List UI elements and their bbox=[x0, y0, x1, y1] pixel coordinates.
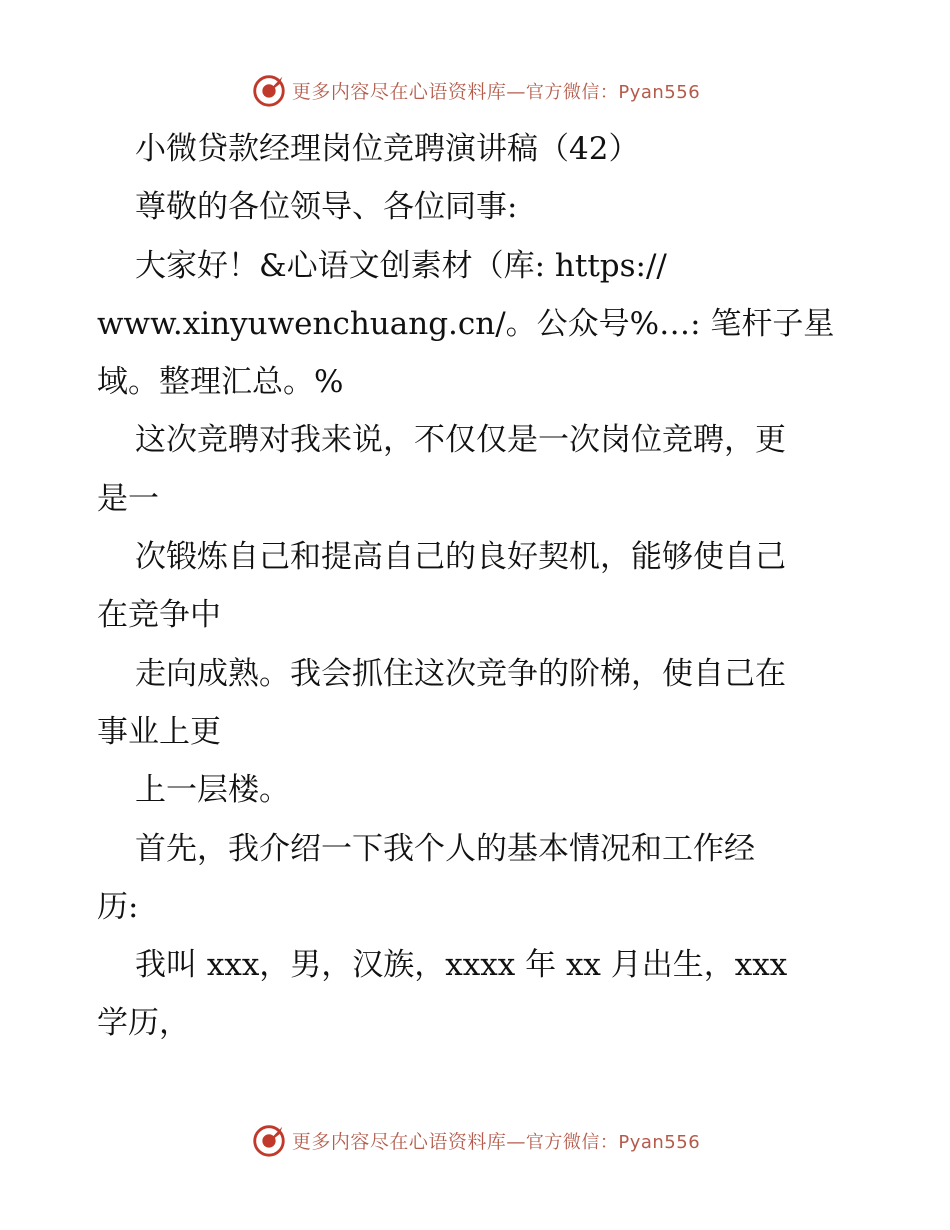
paragraph-line: 首先，我介绍一下我个人的基本情况和工作经 bbox=[135, 830, 755, 867]
watermark-dash: — bbox=[506, 80, 526, 103]
document-body bbox=[97, 120, 857, 1053]
paragraph-line: 是一 bbox=[97, 480, 159, 517]
paragraph-line: 在竞争中 bbox=[97, 597, 221, 634]
paragraph-line: 域。整理汇总。% bbox=[97, 364, 344, 401]
paragraph-line: www.xinyuwenchuang.cn/。公众号%…: 笔杆子星 bbox=[97, 305, 835, 342]
paragraph-line: 事业上更 bbox=[97, 713, 221, 750]
paragraph-line: 我叫 xxx，男，汉族，xxxx 年 xx 月出生，xxx bbox=[135, 947, 788, 984]
watermark-text: 更多内容尽在心语资料库 bbox=[291, 1130, 507, 1153]
greeting-line: 尊敬的各位领导、各位同事: bbox=[135, 189, 518, 226]
footer-watermark bbox=[0, 1120, 950, 1160]
paragraph-line: 走向成熟。我会抓住这次竞争的阶梯，使自己在 bbox=[135, 655, 786, 692]
paragraph-line: 学历， bbox=[97, 1005, 190, 1042]
header-watermark bbox=[0, 70, 950, 110]
watermark-wechat: 官方微信：Pyan556 bbox=[525, 1131, 701, 1153]
paragraph-line: 这次竞聘对我来说，不仅仅是一次岗位竞聘，更 bbox=[135, 422, 786, 459]
quill-logo-icon bbox=[250, 1121, 288, 1159]
watermark-text: 更多内容尽在心语资料库 bbox=[291, 80, 507, 103]
watermark-dash: — bbox=[506, 1130, 526, 1153]
paragraph-line: 上一层楼。 bbox=[135, 772, 290, 809]
quill-logo-icon bbox=[250, 71, 288, 109]
watermark-wechat: 官方微信：Pyan556 bbox=[525, 81, 701, 103]
paragraph-line: 次锻炼自己和提高自己的良好契机，能够使自己 bbox=[135, 539, 786, 576]
paragraph-line: 大家好！&心语文创素材（库: https:// bbox=[135, 247, 667, 284]
paragraph-line: 历: bbox=[97, 888, 139, 925]
document-title: 小微贷款经理岗位竞聘演讲稿（42） bbox=[135, 131, 640, 167]
